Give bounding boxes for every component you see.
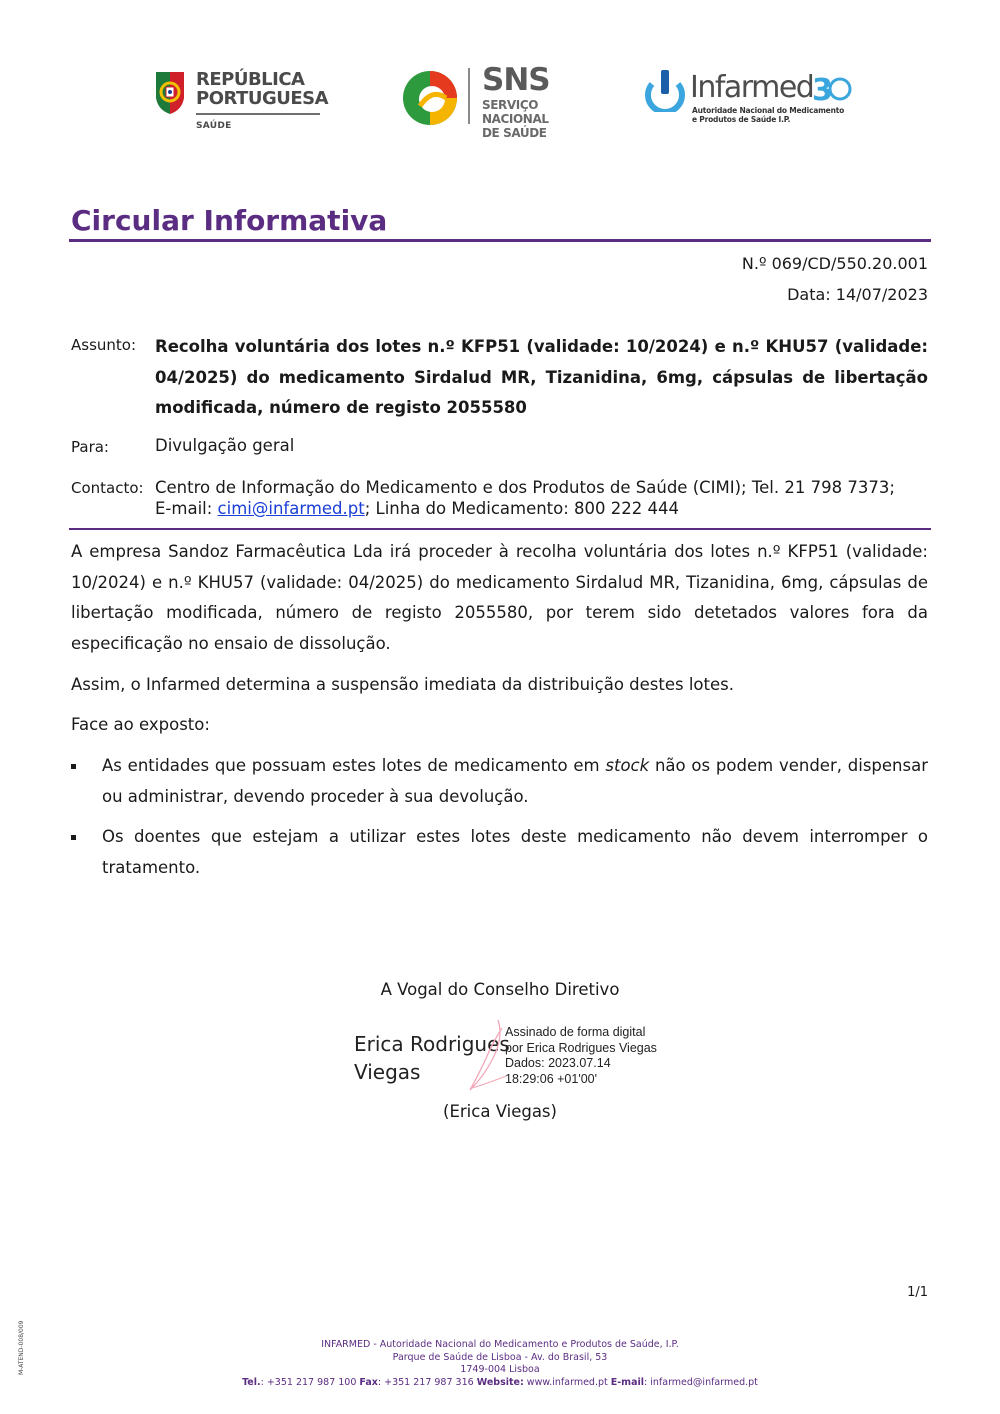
body-paragraph-1: A empresa Sandoz Farmacêutica Lda irá proceder à recolha voluntária dos lotes n.º KFP51 (validade: 10/2024) e n.º KHU57 (validade: 04/2025) do medicamento Sirdalud MR, Tizanidina, 6mg, cápsulas de libertação modificada, número de registo 2055580, por terem sido detetados valores fora da especificação no ensaio de dissolução.	[71, 542, 928, 654]
logo-subtitle: SAÚDE	[196, 121, 232, 131]
digital-signature-info: Assinado de forma digital por Erica Rodrigues Viegas Dados: 2023.07.14 18:29:06 +01'00'	[505, 1025, 657, 1086]
signatory-role: A Vogal do Conselho Diretivo	[380, 980, 620, 999]
meta-divider	[69, 528, 931, 530]
infarmed-wordmark: Infarmed	[690, 70, 814, 105]
infarmed-emblem-icon	[644, 68, 686, 112]
form-code: M-ATEND-008/009	[18, 1320, 25, 1375]
to-text: Divulgação geral	[155, 436, 295, 455]
thirty-years-badge-icon	[812, 70, 854, 106]
bullet-icon	[71, 764, 76, 769]
footer-line-1: INFARMED - Autoridade Nacional do Medicamento e Produtos de Saúde, I.P.	[321, 1339, 679, 1350]
svg-text:3: 3	[812, 73, 833, 106]
to-label: Para:	[71, 438, 109, 456]
logo-divider	[468, 68, 470, 124]
document-date: Data: 14/07/2023	[787, 285, 928, 304]
contact-email-prefix: E-mail:	[155, 499, 218, 518]
signature-name: Erica Rodrigues Viegas	[354, 1032, 510, 1084]
contact-email-link[interactable]: cimi@infarmed.pt	[217, 499, 365, 518]
sns-subtitle: SERVIÇO NACIONAL DE SAÚDE	[482, 98, 549, 140]
page-number: 1/1	[907, 1285, 928, 1300]
page-footer	[0, 1339, 1000, 1389]
list-item-text: As entidades que possuam estes lotes de medicamento em stock não os podem vender, dispensar ou administrar, devendo proceder à sua devolução.	[102, 756, 928, 806]
page-title: Circular Informativa	[71, 204, 388, 237]
body-paragraph-3: Face ao exposto:	[71, 715, 210, 734]
contact-line-2	[155, 498, 945, 519]
footer-line-3: 1749-004 Lisboa	[460, 1364, 540, 1376]
signature-flourish-icon	[462, 1018, 510, 1094]
signatory-printed-name: (Erica Viegas)	[443, 1102, 557, 1121]
sns-wordmark: SNS	[482, 62, 550, 98]
subject-text: Recolha voluntária dos lotes n.º KFP51 (validade: 10/2024) e n.º KHU57 (validade: 04/2025) do medicamento Sirdalud MR, Tizanidina, 6mg, cápsulas de libertação modificada, número de registo 2055580	[155, 337, 928, 417]
footer-contacts: Tel.: +351 217 987 100 Fax: +351 217 987 316 Website: www.infarmed.pt E-mail: infarmed@infarmed.pt	[242, 1376, 758, 1388]
infarmed-subtitle: Autoridade Nacional do Medicamento e Produtos de Saúde I.P.	[692, 106, 845, 124]
logo-rule	[196, 113, 320, 115]
republica-portuguesa-logo	[152, 66, 327, 132]
document-reference: N.º 069/CD/550.20.001	[741, 254, 928, 273]
contact-line-1: Centro de Informação do Medicamento e dos Produtos de Saúde (CIMI); Tel. 21 798 7373;	[155, 478, 895, 497]
sns-emblem-icon	[400, 68, 460, 128]
title-divider	[69, 239, 931, 242]
contact-line-2-suffix: ; Linha do Medicamento: 800 222 444	[364, 499, 680, 518]
body-paragraph-2: Assim, o Infarmed determina a suspensão imediata da distribuição destes lotes.	[71, 675, 734, 694]
infarmed-logo	[644, 68, 854, 130]
header-logos	[0, 62, 1000, 140]
portugal-emblem-icon	[152, 68, 188, 116]
contact-label: Contacto:	[71, 479, 144, 497]
contact-text	[155, 477, 945, 519]
bullet-icon	[71, 835, 76, 840]
sns-logo	[400, 62, 590, 140]
republica-portuguesa-wordmark: REPÚBLICA PORTUGUESA	[196, 69, 329, 109]
list-item-text: Os doentes que estejam a utilizar estes lotes deste medicamento não devem interromper o tratamento.	[102, 827, 928, 877]
footer-line-2: Parque de Saúde de Lisboa - Av. do Brasil, 53	[392, 1351, 608, 1363]
subject-label: Assunto:	[71, 336, 137, 354]
